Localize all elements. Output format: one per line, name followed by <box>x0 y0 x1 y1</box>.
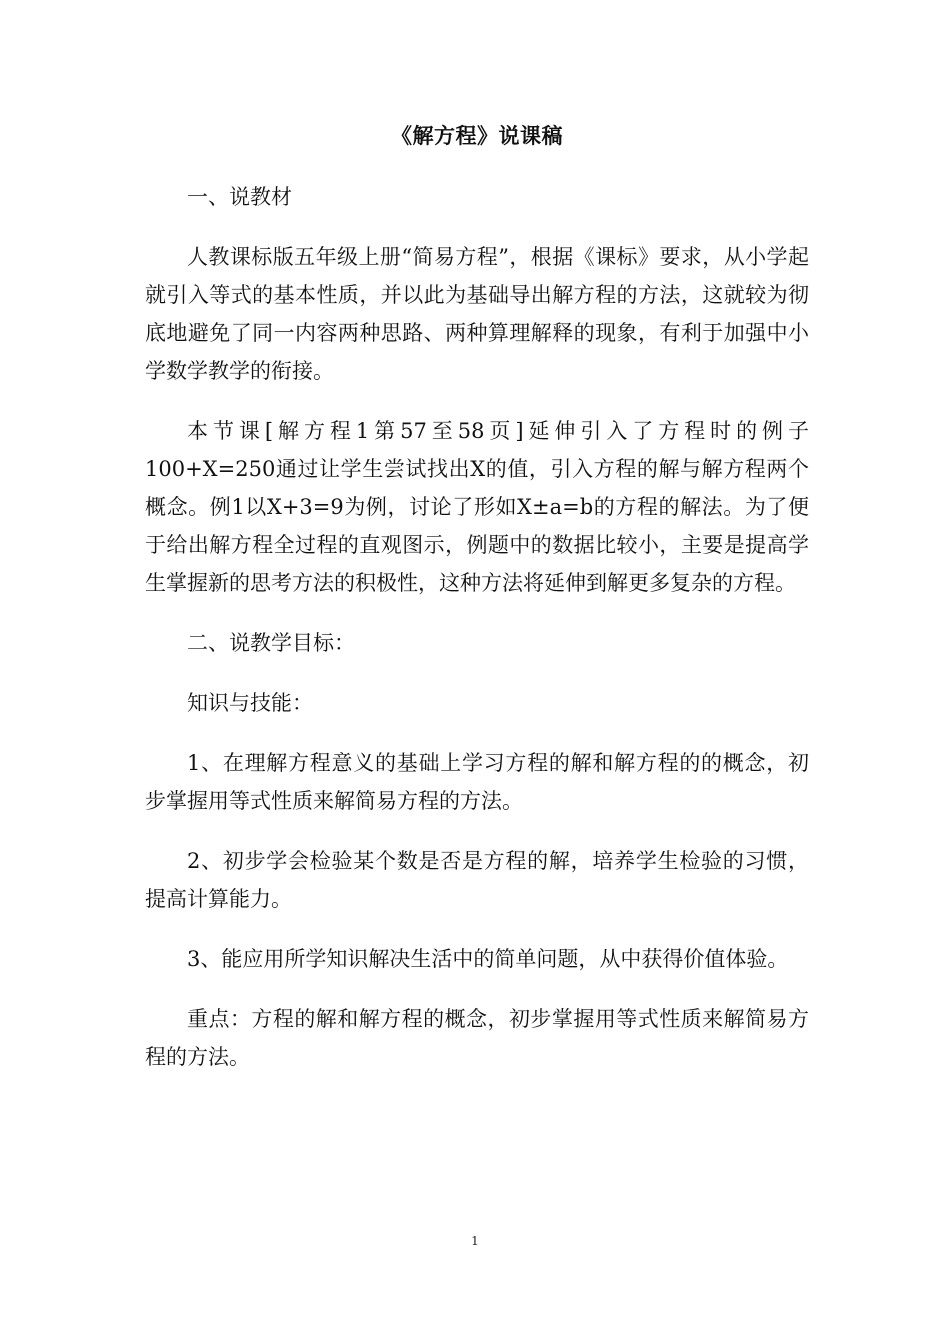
section-heading-textbook: 一、说教材 <box>187 185 292 209</box>
paragraph-textbook-intro: 人教课标版五年级上册“简易方程”，根据《课标》要求，从小学起就引入等式的基本性质，并以此为基础导出解方程的方法，这就较为彻底地避免了同一内容两种思路、两种算理解释的现象，有利于加强中小学数学教学的衔接。 <box>145 245 809 383</box>
section-heading-objectives: 二、说教学目标： <box>187 631 355 655</box>
page-number: 1 <box>471 1234 479 1248</box>
document-title: 《解方程》说课稿 <box>391 123 563 148</box>
subheading-knowledge-skills: 知识与技能： <box>187 691 313 715</box>
document-body <box>145 118 809 1098</box>
key-point-paragraph: 重点：方程的解和解方程的概念，初步掌握用等式性质来解简易方程的方法。 <box>145 1007 809 1069</box>
objective-item-2: 2、初步学会检验某个数是否是方程的解，培养学生检验的习惯，提高计算能力。 <box>145 849 809 911</box>
paragraph-lesson-content: 本节课[解方程1第57至58页]延伸引入了方程时的例子100+X=250通过让学生尝试找出X的值，引入方程的解与解方程两个概念。例1以X+3=9为例，讨论了形如X±a=b的方程的解法。为了便于给出解方程全过程的直观图示，例题中的数据比较小，主要是提高学生掌握新的思考方法的积极性，这种方法将延伸到解更多复杂的方程。 <box>145 419 809 595</box>
objective-item-1: 1、在理解方程意义的基础上学习方程的解和解方程的的概念，初步掌握用等式性质来解简易方程的方法。 <box>145 751 809 813</box>
objective-item-3: 3、能应用所学知识解决生活中的简单问题，从中获得价值体验。 <box>187 947 789 971</box>
